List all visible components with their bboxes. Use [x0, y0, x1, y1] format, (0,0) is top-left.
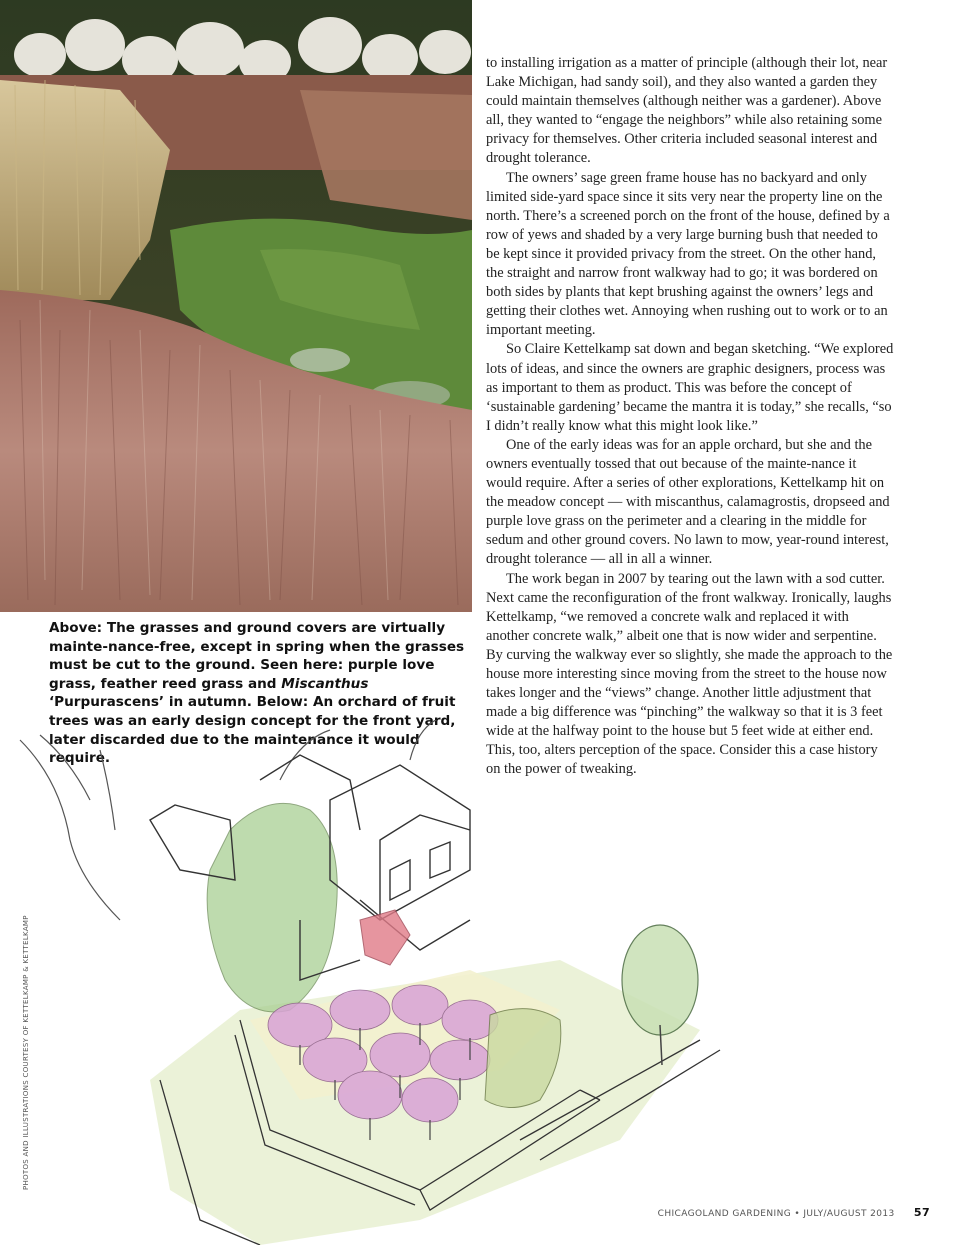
grasses-photo — [0, 0, 472, 612]
caption-italic: Miscanthus — [281, 675, 369, 692]
article-paragraph: One of the early ideas was for an apple orchard, but she and the owners eventually tossed that out because of the mainte-nance it would require. After a series of other explorations, Kettelkamp hit on the meadow concept — with miscanthus, calamagrostis, dropseed and purple love grass on the perimeter and a clearing in the middle for sedum and other ground covers. No lawn to mow, year-round interest, drought tolerance — all in all a winner. — [486, 436, 890, 568]
article-paragraph: So Claire Kettelkamp sat down and began sketching. “We explored lots of ideas, and since the owners are graphic designers, process was as important to them as product. This was before the concept of ‘sustainable gardening’ became the mantra it is today,” she recalls, “so I didn’t really know what this might look like.” — [486, 341, 894, 434]
caption-text-tail: ‘Purpurascens’ in autumn. Below: An orchard of fruit trees was an early design concept for the front yard, later discarded due to the maintenance it would require. — [49, 694, 456, 767]
article-paragraph: The owners’ sage green frame house has no backyard and only limited side-yard space since it sits very near the property line on the north. There’s a screened porch on the front of the house, defined by a row of yews and shaded by a very large burning bush that needed to be kept since it provided privacy from the street. On the other hand, the straight and narrow front walkway had to go; it was bordered on both sides by plants that kept brushing against the owners’ legs and getting their clothes wet. Annoying when rushing out to work or to an important meeting. — [486, 169, 890, 339]
page-number: 57 — [913, 1206, 930, 1219]
photo-credit: PHOTOS AND ILLUSTRATIONS COURTESY OF KETTELKAMP & KETTELKAMP — [22, 915, 30, 1190]
article-paragraph: to installing irrigation as a matter of principle (although their lot, near Lake Michigan, had sandy soil), and they also wanted a garden they could maintain themselves (although neither was a gardener). Above all, they wanted to “engage the neighbors” while also retaining some privacy for themselves. Other criteria included seasonal interest and drought tolerance. — [486, 55, 888, 167]
article-body — [486, 54, 894, 780]
publication-name: CHICAGOLAND GARDENING — [657, 1209, 792, 1219]
caption-text: Above: The grasses and ground covers are virtually mainte-nance-free, except in spring when the grasses must be cut to the ground. Seen here: purple love grass, feather reed grass and — [49, 620, 465, 692]
orchard-sketch — [0, 720, 760, 1245]
issue-date: JULY/AUGUST 2013 — [803, 1209, 895, 1219]
article-paragraph: The work began in 2007 by tearing out the lawn with a sod cutter. Next came the reconfiguration of the front walkway. Ironically, laughs Kettelkamp, “we removed a concrete walk and replaced it with another concrete walk,” albeit one that is now wider and serpentine. By curving the walkway ever so slightly, she made the approach to the house more interesting since moving from the street to the house now takes longer and the “views” change. Another little adjustment that made a big difference was “pinching” the walkway so that it is 3 feet wide at the halfway point to the house but 5 feet wide at either end. This, too, alters perception of the space. Consider this a case history on the power of tweaking. — [486, 570, 893, 778]
footer-separator: • — [794, 1209, 801, 1219]
page-footer — [658, 1206, 930, 1219]
